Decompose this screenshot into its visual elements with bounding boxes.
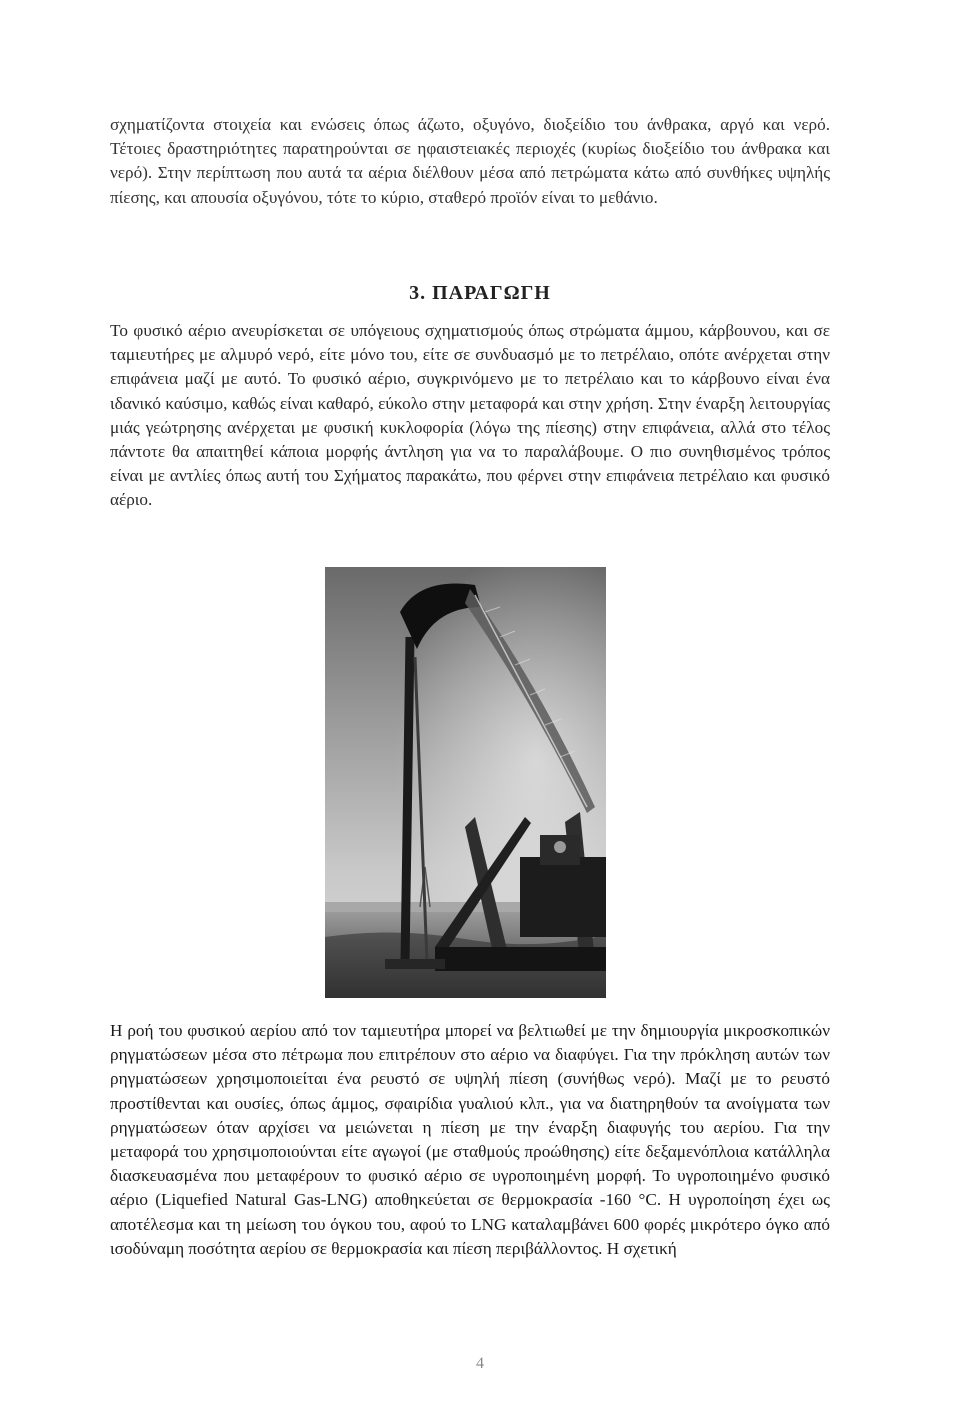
paragraph-flow-transport: Η ροή του φυσικού αερίου από τον ταμιευτήρα μπορεί να βελτιωθεί με την δημιουργία μικροσκοπικών ρηγματώσεων μέσα στο πέτρωμα που επιτρέπουν στο αέριο να διαφύγει. Για την πρόκληση αυτών των ρηγματώσεων χρησιμοποιείται ένα ρευστό σε υψηλή πίεση (συνήθως νερό). Μαζί με το ρευστό προστίθενται και ουσίες, όπως άμμος, σφαιρίδια γυαλιού κλπ., για να διατηρηθούν τα ανοίγματα των ρηγματώσεων όταν αρχίσει να μειώνεται η πίεση με την έναρξη διαφυγής του αερίου. Για την μεταφορά του χρησιμοποιούνται είτε αγωγοί (με σταθμούς προώθησης) είτε δεξαμενόπλοια κατάλληλα διασκευασμένα που μεταφέρουν το φυσικό αέριο σε υγροποιημένη μορφή. Το υγροποιημένο φυσικό αέριο (Liquefied Natural Gas-LNG) αποθηκεύεται σε θερμοκρασία -160 °C. Η υγροποίηση έχει ως αποτέλεσμα και τη μείωση του όγκου του, αφού το LNG καταλαμβάνει 600 φορές μικρότερο όγκο από ισοδύναμη ποσότητα αερίου σε θερμοκρασία και πίεση περιβάλλοντος. Η σχετική	[110, 1021, 830, 1258]
paragraph-intro: σχηματίζοντα στοιχεία και ενώσεις όπως άζωτο, οξυγόνο, διοξείδιο του άνθρακα, αργό και νερό. Τέτοιες δραστηριότητες παρατηρούνται σε ηφαιστειακές περιοχές (κυρίως διοξείδιο του άνθρακα και νερό). Στην περίπτωση που αυτά τα αέρια διέλθουν μέσα από πετρώματα κάτω από συνθήκες υψηλής πίεσης, και απουσία οξυγόνου, τότε το κύριο, σταθερό προϊόν είναι το μεθάνιο.	[110, 115, 830, 207]
section-heading: 3. ΠΑΡΑΓΩΓΗ	[409, 282, 551, 304]
page-number: 4	[476, 1355, 484, 1372]
paragraph-production: Το φυσικό αέριο ανευρίσκεται σε υπόγειους σχηματισμούς όπως στρώματα άμμου, κάρβουνου, και σε ταμιευτήρες με αλμυρό νερό, είτε μόνο του, είτε σε συνδυασμό με το πετρέλαιο, οπότε ανέρχεται στην επιφάνεια μαζί με αυτό. Το φυσικό αέριο, συγκρινόμενο με το πετρέλαιο και το κάρβουνο είναι ένα ιδανικό καύσιμο, καθώς είναι καθαρό, εύκολο στην μεταφορά και στην χρήση. Στην έναρξη λειτουργίας μιάς γεώτρησης ανέρχεται με φυσική κυκλοφορία (λόγω της πίεσης) στην επιφάνεια, αλλά στο τέλος πάντοτε θα απαιτηθεί κάποια μορφής άντληση για να το παραλάβουμε. Ο πιο συνηθισμένος τρόπος είναι με αντλίες όπως αυτή του Σχήματος παρακάτω, που φέρνει στην επιφάνεια πετρέλαιο και φυσικό αέριο.	[110, 321, 830, 510]
oil-pump-photo	[325, 567, 606, 998]
